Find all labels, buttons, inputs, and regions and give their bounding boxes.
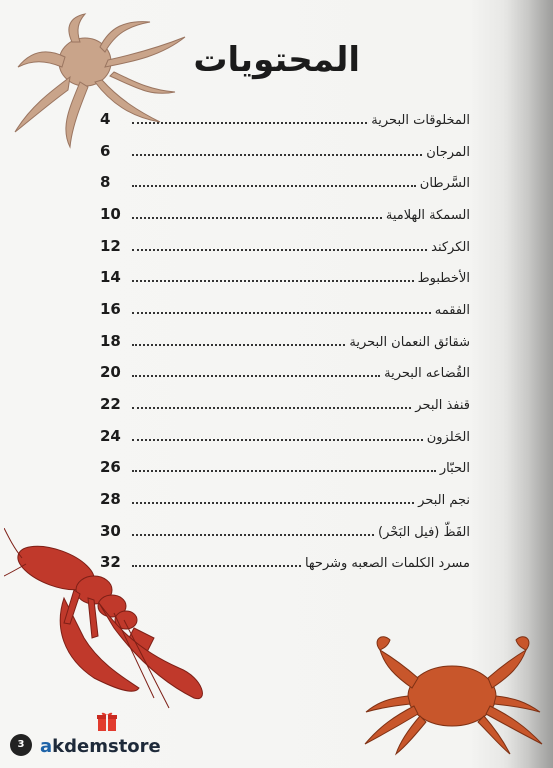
- toc-leader-dots: [132, 268, 414, 282]
- toc-item-label: المخلوقات البحرية: [371, 113, 470, 128]
- toc-leader-dots: [132, 427, 423, 441]
- toc-item: [100, 237, 470, 259]
- toc-item-label: الكركند: [431, 240, 470, 255]
- toc-item-page: 4: [100, 110, 111, 128]
- toc-leader-dots: [132, 363, 380, 377]
- page-number-badge: 3: [10, 734, 32, 756]
- toc-item-label: قنفذ البحر: [415, 398, 470, 413]
- toc-item-label: مسرد الكلمات الصعبه وشرحها: [304, 556, 470, 571]
- toc-item-label: السمكة الهلامية: [385, 208, 470, 223]
- toc-item-page: 10: [100, 205, 121, 223]
- toc-item-label: المرجان: [426, 145, 470, 160]
- toc-item: [100, 427, 470, 449]
- toc-item: [100, 490, 470, 512]
- toc-item-label: نجم البحر: [418, 493, 470, 508]
- brand-logo: [40, 736, 161, 757]
- toc-item: [100, 268, 470, 290]
- toc-item-label: الفَظّ (فيل البَحْر): [378, 525, 470, 540]
- page-title: المحتويات: [193, 40, 360, 80]
- toc-leader-dots: [132, 205, 382, 219]
- brand-logo-lead: a: [40, 736, 53, 757]
- lobster-illustration: [4, 528, 209, 718]
- toc-item-label: شقائق النعمان البحرية: [349, 335, 470, 350]
- toc-item: [100, 110, 470, 132]
- toc-leader-dots: [132, 173, 416, 187]
- toc-item-page: 32: [100, 553, 121, 571]
- toc-item: [100, 363, 470, 385]
- crab-illustration: [360, 626, 545, 756]
- toc-item-label: القُضاعه البحرية: [384, 366, 470, 381]
- toc-item-page: 30: [100, 522, 121, 540]
- toc-leader-dots: [132, 332, 345, 346]
- toc-leader-dots: [132, 110, 367, 124]
- toc-item: [100, 300, 470, 322]
- toc-item-label: السَّرطان: [419, 176, 470, 191]
- toc-item-page: 24: [100, 427, 121, 445]
- toc-item-page: 14: [100, 268, 121, 286]
- toc-leader-dots: [132, 237, 427, 251]
- toc-item-page: 6: [100, 142, 111, 160]
- gift-box-icon: [96, 710, 118, 732]
- toc-leader-dots: [132, 395, 411, 409]
- toc-item-label: الأخطبوط: [417, 271, 470, 286]
- toc-item-page: 16: [100, 300, 121, 318]
- toc-item: [100, 458, 470, 480]
- toc-leader-dots: [132, 490, 414, 504]
- toc-item: [100, 142, 470, 164]
- toc-item-page: 18: [100, 332, 121, 350]
- toc-item: [100, 173, 470, 195]
- toc-item: [100, 332, 470, 354]
- toc-leader-dots: [132, 142, 422, 156]
- toc-item: [100, 395, 470, 417]
- toc-item-label: الحبّار: [439, 461, 470, 476]
- toc-item-page: 20: [100, 363, 121, 381]
- brand-logo-text: kdemstore: [52, 736, 161, 757]
- toc-item-page: 22: [100, 395, 121, 413]
- toc-item-page: 28: [100, 490, 121, 508]
- toc-leader-dots: [132, 458, 436, 472]
- toc-item-page: 8: [100, 173, 111, 191]
- toc-item-label: الفقمه: [434, 303, 470, 318]
- toc-item-page: 26: [100, 458, 121, 476]
- toc-item-page: 12: [100, 237, 121, 255]
- toc-leader-dots: [132, 300, 431, 314]
- toc-item-label: الحَلزون: [426, 430, 470, 445]
- toc-item: [100, 205, 470, 227]
